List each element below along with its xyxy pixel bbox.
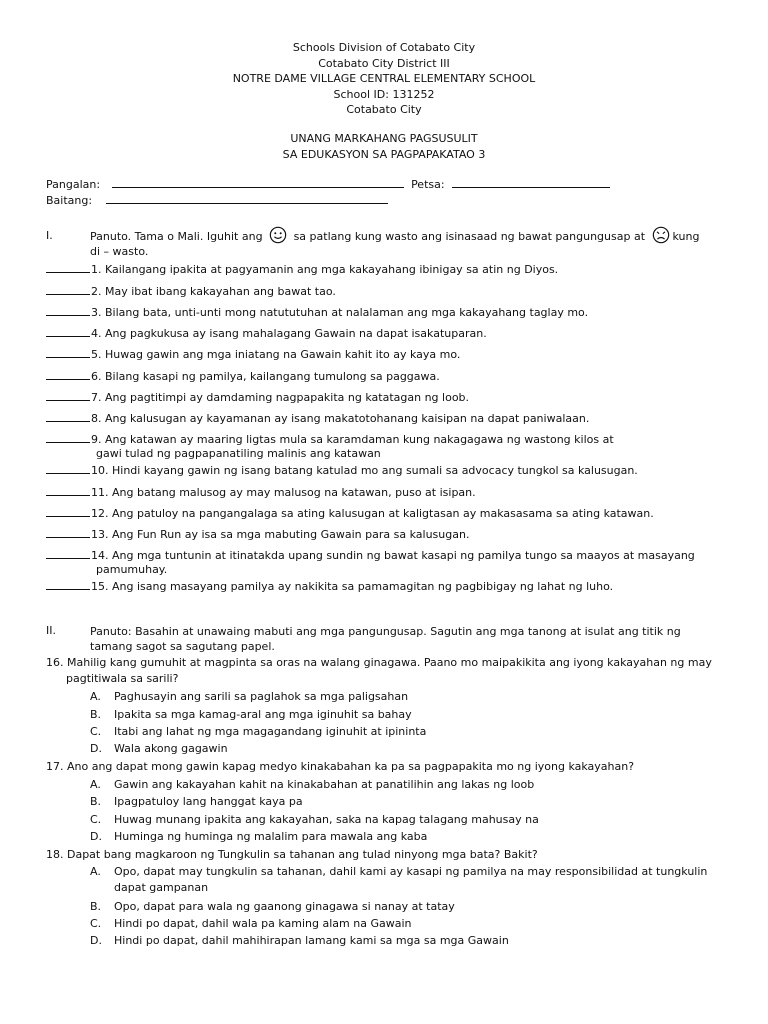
answer-blank[interactable] — [46, 579, 90, 590]
tf-item — [46, 262, 746, 277]
answer-blank[interactable] — [46, 527, 90, 538]
tf-item — [46, 305, 746, 320]
school-city: Cotabato City — [346, 103, 422, 116]
choice-letter: C. — [90, 725, 102, 738]
tf-item-text: 3. Bilang bata, unti-unti mong natututuhan at nalalaman ang mga kakayahang taglay mo. — [91, 306, 589, 319]
answer-blank[interactable] — [46, 485, 90, 496]
choice-text: Huwag munang ipakita ang kakayahan, saka na kapag talagang mahusay na — [114, 813, 539, 826]
sad-face-icon — [652, 226, 670, 244]
tf-item — [46, 411, 746, 426]
tf-item — [46, 432, 746, 461]
choice-text: Hindi po dapat, dahil mahihirapan lamang kami sa mga sa mga Gawain — [114, 934, 509, 947]
choice-text: Huminga ng huminga ng malalim para mawala ang kaba — [114, 830, 428, 843]
tf-item-text: 10. Hindi kayang gawin ng isang batang katulad mo ang sumali sa advocacy tungkol sa kalusugan. — [91, 464, 638, 477]
choice-text: Opo, dapat may tungkulin sa tahanan, dahil kami ay kasapi ng pamilya na may responsibilidad at tungkulin dapat gampanan — [114, 865, 708, 894]
answer-blank[interactable] — [46, 411, 90, 422]
question — [46, 655, 736, 687]
tf-item — [46, 579, 746, 594]
answer-choice[interactable] — [90, 707, 730, 723]
tf-item-text: 6. Bilang kasapi ng pamilya, kailangang tumulong sa paggawa. — [91, 370, 440, 383]
tf-item-text: 15. Ang isang masayang pamilya ay nakikita sa pamamagitan ng pagbibigay ng lahat ng luho. — [91, 580, 614, 593]
choice-text: Ipagpatuloy lang hanggat kaya pa — [114, 795, 303, 808]
tf-item — [46, 463, 746, 478]
tf-item-text: 14. Ang mga tuntunin at itinatakda upang sundin ng bawat kasapi ng pamilya tungo sa maayos at masayang — [91, 549, 695, 562]
name-label: Pangalan: — [46, 178, 101, 191]
section2-number: II. — [46, 624, 56, 637]
choice-text: Itabi ang lahat ng mga magagandang iginuhit at ipininta — [114, 725, 427, 738]
question-text: 17. Ano ang dapat mong gawin kapag medyo kinakabahan ka pa sa pagpapakita mo ng iyong kakayahan? — [46, 760, 635, 773]
tf-item — [46, 390, 746, 405]
school-header — [0, 40, 768, 118]
answer-blank[interactable] — [46, 390, 90, 401]
instruction-part-a: Panuto. Tama o Mali. Iguhit ang — [90, 230, 263, 243]
tf-item-text-continued: gawi tulad ng pagpapanatiling malinis ang katawan — [96, 447, 381, 460]
question — [46, 847, 736, 863]
smiley-face-icon — [269, 226, 287, 244]
division-name: Schools Division of Cotabato City — [292, 41, 476, 54]
instruction-part-c: kung — [672, 230, 700, 243]
choice-letter: A. — [90, 690, 101, 703]
choice-letter: B. — [90, 708, 102, 721]
choice-letter: C. — [90, 917, 102, 930]
answer-blank[interactable] — [46, 326, 90, 337]
tf-item — [46, 369, 746, 384]
answer-blank[interactable] — [46, 284, 90, 295]
answer-choice[interactable] — [90, 777, 730, 793]
date-label: Petsa: — [411, 178, 445, 191]
answer-choice[interactable] — [90, 812, 730, 828]
question-text: 16. Mahilig kang gumuhit at magpinta sa oras na walang ginagawa. Paano mo maipakikita ang iyong kakayahan ng may — [46, 656, 712, 669]
grade-line — [46, 192, 388, 207]
tf-item-text: 12. Ang patuloy na pangangalaga sa ating kalusugan at kaligtasan ay makasasama sa ating katawan. — [91, 507, 654, 520]
answer-blank[interactable] — [46, 347, 90, 358]
tf-item — [46, 284, 746, 299]
tf-item — [46, 347, 746, 362]
tf-item-text: 9. Ang katawan ay maaring ligtas mula sa karamdaman kung nakagagawa ng wastong kilos at — [91, 433, 614, 446]
exam-title-line2: SA EDUKASYON SA PAGPAPAKATAO 3 — [282, 147, 486, 161]
answer-blank[interactable] — [46, 548, 90, 559]
section1-number: I. — [46, 229, 53, 242]
tf-item-text: 1. Kailangang ipakita at pagyamanin ang mga kakayahang ibinigay sa atin ng Diyos. — [91, 263, 559, 276]
tf-item-text: 2. May ibat ibang kakayahan ang bawat tao. — [91, 285, 336, 298]
choice-text: Gawin ang kakayahan kahit na kinakabahan at panatilihin ang lakas ng loob — [114, 778, 535, 791]
question-text: 18. Dapat bang magkaroon ng Tungkulin sa tahanan ang tulad ninyong mga bata? Bakit? — [46, 848, 538, 861]
tf-item-text: 13. Ang Fun Run ay isa sa mga mabuting Gawain para sa kalusugan. — [91, 528, 470, 541]
tf-item-text: 4. Ang pagkukusa ay isang mahalagang Gawain na dapat isakatuparan. — [91, 327, 487, 340]
tf-item — [46, 548, 746, 577]
answer-choice[interactable] — [90, 899, 730, 915]
choice-text: Wala akong gagawin — [114, 742, 228, 755]
choice-letter: B. — [90, 795, 102, 808]
tf-item — [46, 506, 746, 521]
exam-title-line1: UNANG MARKAHANG PAGSUSULIT — [290, 132, 478, 145]
tf-item-text: 11. Ang batang malusog ay may malusog na katawan, puso at isipan. — [91, 486, 476, 499]
answer-choice[interactable] — [90, 933, 730, 949]
tf-item — [46, 485, 746, 500]
tf-item — [46, 527, 746, 542]
answer-blank[interactable] — [46, 506, 90, 517]
answer-choice[interactable] — [90, 689, 730, 705]
instruction-part-b: sa patlang kung wasto ang isinasaad ng bawat pangungusap at — [293, 230, 646, 243]
answer-choice[interactable] — [90, 741, 730, 757]
choice-letter: D. — [90, 830, 102, 843]
answer-choice[interactable] — [90, 794, 730, 810]
grade-field[interactable] — [106, 192, 388, 204]
answer-choice[interactable] — [90, 829, 730, 845]
section2-instruction: Panuto: Basahin at unawaing mabuti ang mga pangungusap. Sagutin ang mga tanong at isulat ang titik ng tamang sagot sa sagutang papel. — [90, 625, 681, 653]
exam-title — [0, 131, 768, 162]
name-field[interactable] — [112, 176, 404, 188]
instruction-part-d: di – wasto. — [90, 245, 149, 258]
tf-item-text: 5. Huwag gawin ang mga iniatang na Gawain kahit ito ay kaya mo. — [91, 348, 461, 361]
choice-letter: D. — [90, 934, 102, 947]
choice-text: Ipakita sa mga kamag-aral ang mga iginuhit sa bahay — [114, 708, 412, 721]
tf-item-text: 8. Ang kalusugan ay kayamanan ay isang makatotohanang kaisipan na dapat paniwalaan. — [91, 412, 590, 425]
choice-letter: D. — [90, 742, 102, 755]
choice-text: Hindi po dapat, dahil wala pa kaming alam na Gawain — [114, 917, 412, 930]
choice-letter: C. — [90, 813, 102, 826]
choice-text: Opo, dapat para wala ng gaanong ginagawa si nanay at tatay — [114, 900, 455, 913]
choice-letter: B. — [90, 900, 102, 913]
answer-blank[interactable] — [46, 369, 90, 380]
choice-text: Paghusayin ang sarili sa paglahok sa mga paligsahan — [114, 690, 409, 703]
district-name: Cotabato City District III — [318, 56, 450, 70]
tf-item-text: 7. Ang pagtitimpi ay damdaming nagpapakita ng katatagan ng loob. — [91, 391, 470, 404]
question — [46, 759, 736, 775]
answer-choice[interactable] — [90, 864, 730, 896]
school-id: School ID: 131252 — [333, 87, 435, 101]
school-name: NOTRE DAME VILLAGE CENTRAL ELEMENTARY SCHOOL — [232, 72, 536, 85]
question-text-continued: pagtitiwala sa sarili? — [66, 672, 179, 685]
answer-blank[interactable] — [46, 262, 90, 273]
grade-label: Baitang: — [46, 194, 93, 207]
tf-item — [46, 326, 746, 341]
choice-letter: A. — [90, 778, 101, 791]
choice-letter: A. — [90, 865, 101, 878]
section1-instruction — [90, 229, 730, 259]
answer-blank[interactable] — [46, 305, 90, 316]
name-date-line — [46, 176, 610, 191]
answer-blank[interactable] — [46, 432, 90, 443]
tf-item-text-continued: pamumuhay. — [96, 563, 168, 576]
date-field[interactable] — [452, 176, 610, 188]
answer-choice[interactable] — [90, 724, 730, 740]
answer-blank[interactable] — [46, 463, 90, 474]
answer-choice[interactable] — [90, 916, 730, 932]
